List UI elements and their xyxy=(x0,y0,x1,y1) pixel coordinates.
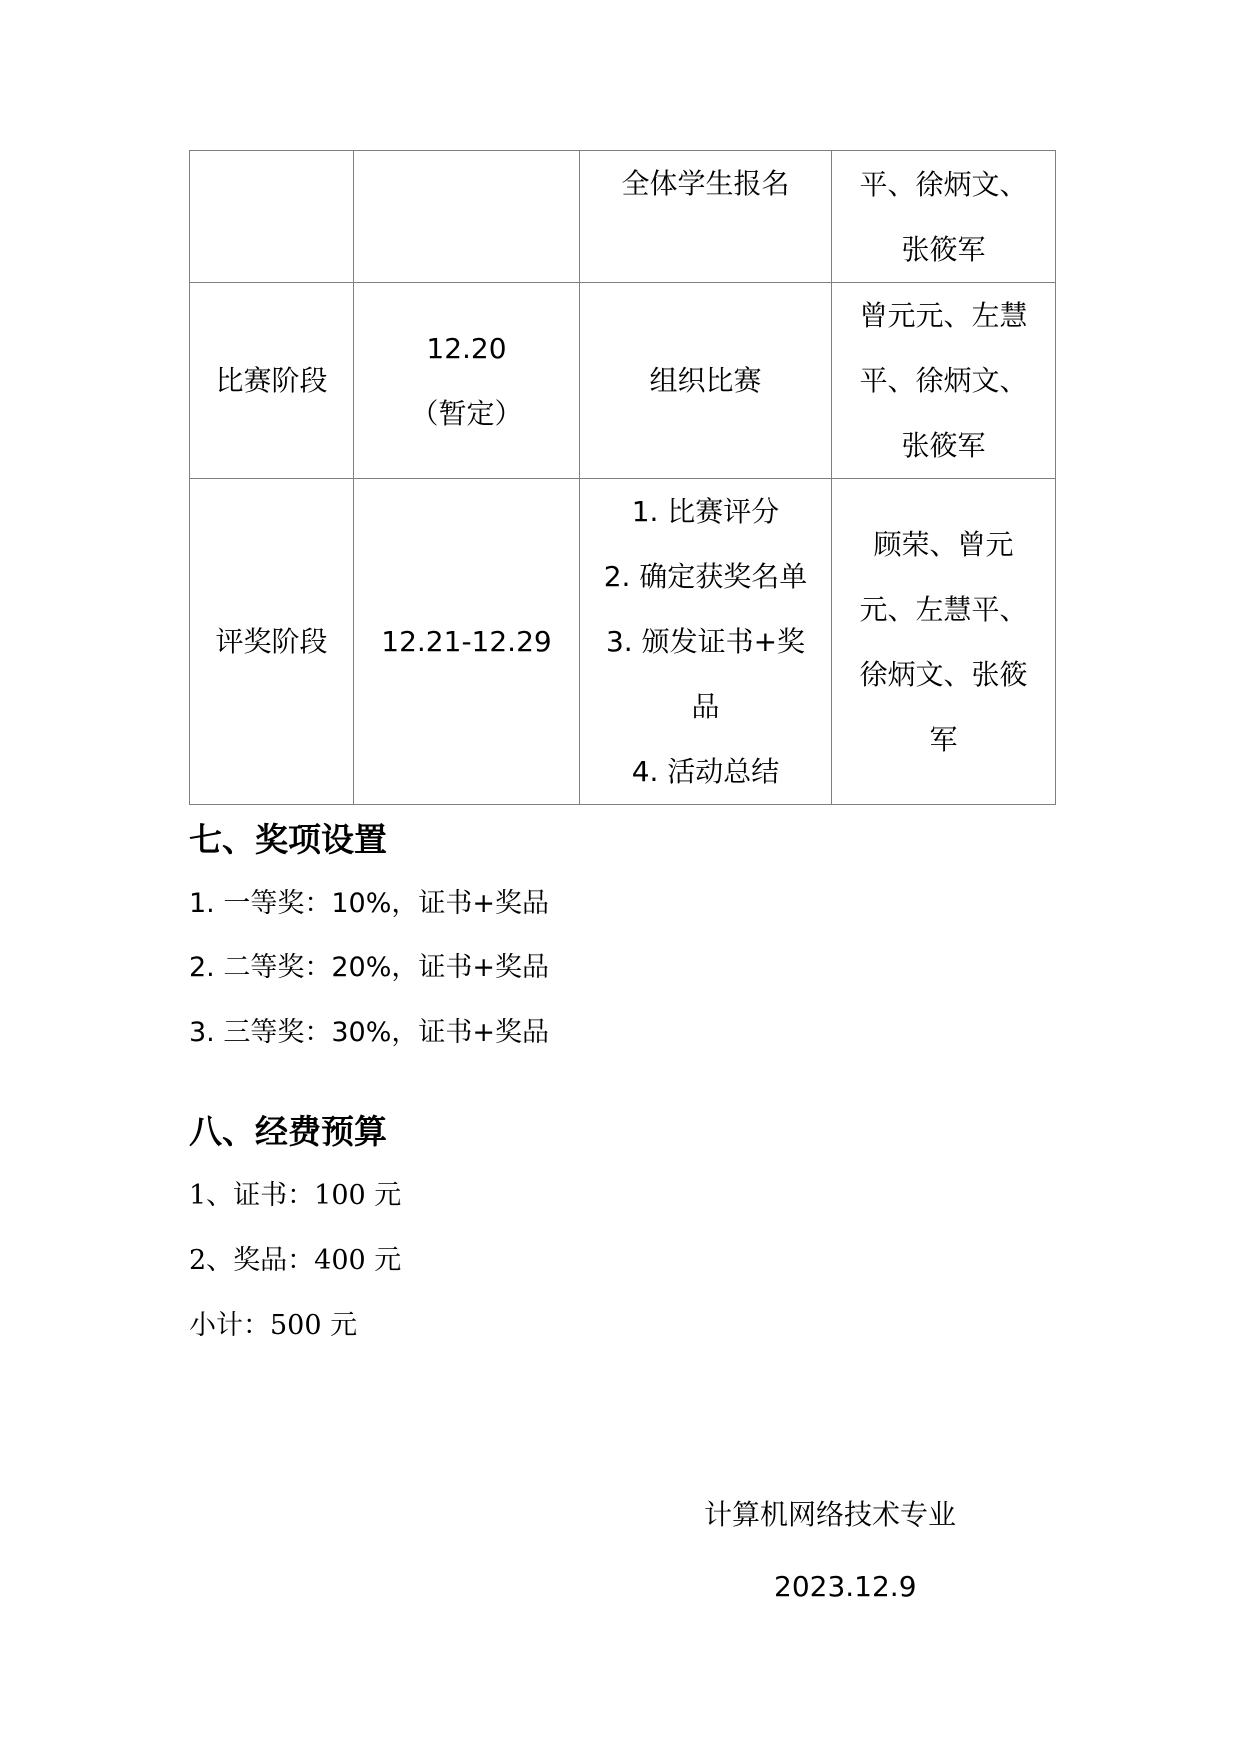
staff-line: 元、左慧平、 xyxy=(859,592,1028,626)
table-cell-stage: 比赛阶段 xyxy=(190,283,354,479)
table-cell-task xyxy=(580,151,832,283)
table-cell-date xyxy=(354,151,580,283)
table-cell-stage: 评奖阶段 xyxy=(190,479,354,805)
schedule-table xyxy=(189,150,1056,805)
section-heading-awards: 七、奖项设置 xyxy=(189,820,387,859)
table-row xyxy=(190,479,1056,805)
staff-line: 曾元元、左慧 xyxy=(859,299,1028,332)
award-item: 2. 二等奖：20%，证书+奖品 xyxy=(189,952,549,983)
table-row xyxy=(190,151,1056,283)
table-cell-staff xyxy=(832,479,1056,805)
date-line: 12.20 xyxy=(426,331,507,365)
task-list-item: 2. 确定获奖名单 xyxy=(603,560,808,593)
staff-line: 平、徐炳文、 xyxy=(859,364,1028,397)
staff-line: 军 xyxy=(929,722,958,756)
table-cell-date: 12.21-12.29 xyxy=(354,479,580,805)
table-cell-stage xyxy=(190,151,354,283)
table-cell-staff xyxy=(832,151,1056,283)
budget-item: 2、奖品：400 元 xyxy=(189,1245,402,1276)
task-list-item: 3. 颁发证书+奖品 xyxy=(605,625,806,723)
signature-date: 2023.12.9 xyxy=(774,1570,917,1603)
table-row xyxy=(190,283,1056,479)
staff-line: 顾荣、曾元 xyxy=(873,527,1014,561)
award-item: 1. 一等奖：10%，证书+奖品 xyxy=(189,888,549,919)
task-list-item: 1. 比赛评分 xyxy=(631,495,780,528)
task-list-item: 4. 活动总结 xyxy=(631,755,780,788)
table-cell-staff xyxy=(832,283,1056,479)
award-item: 3. 三等奖：30%，证书+奖品 xyxy=(189,1017,549,1048)
budget-subtotal: 小计：500 元 xyxy=(189,1310,358,1341)
budget-item: 1、证书：100 元 xyxy=(189,1180,402,1211)
staff-line: 徐炳文、张筱 xyxy=(859,657,1028,691)
staff-line: 张筱军 xyxy=(901,429,986,462)
staff-line: 平、徐炳文、 xyxy=(859,167,1028,201)
signature-org: 计算机网络技术专业 xyxy=(704,1498,957,1531)
section-heading-budget: 八、经费预算 xyxy=(189,1112,387,1151)
table-cell-date xyxy=(354,283,580,479)
staff-line: 张筱军 xyxy=(901,232,986,266)
task-text: 全体学生报名 xyxy=(621,167,790,200)
date-line: （暂定） xyxy=(410,396,523,430)
table-cell-task xyxy=(580,479,832,805)
table-cell-task: 组织比赛 xyxy=(580,283,832,479)
